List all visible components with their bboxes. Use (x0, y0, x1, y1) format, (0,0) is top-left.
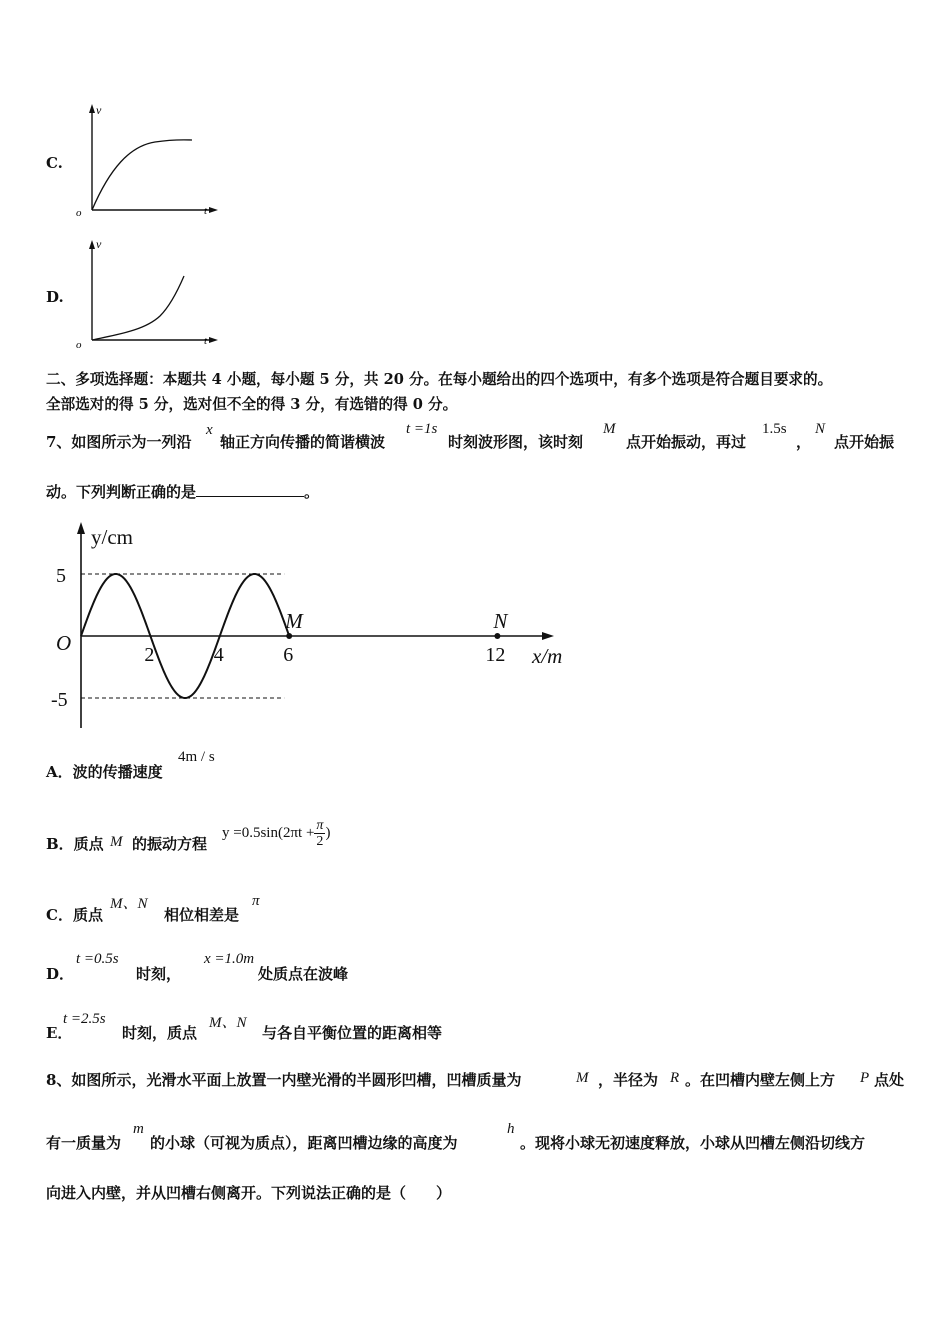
q7-var-x: x (206, 422, 213, 438)
point-label-M: M (285, 609, 303, 633)
q8-R: R (670, 1070, 680, 1086)
q7-option-b-2: 的振动方程 (132, 835, 208, 853)
c-t-label: t (204, 205, 208, 217)
q7-line1-a: 7、如图所示为一列沿 (46, 433, 192, 451)
y-tick-neg5: -5 (51, 689, 68, 711)
q7-option-c-2: 相位相差是 (164, 906, 240, 924)
q7-option-e-3: 与各自平衡位置的距离相等 (262, 1024, 443, 1042)
c-x-arrow (209, 207, 218, 213)
q8-line2-a: 有一质量为 (46, 1134, 122, 1152)
point-N (494, 633, 500, 639)
c-o-label: o (76, 207, 82, 219)
section2-line2: 全部选对的得 5 分，选对但不全的得 3 分，有选错的得 0 分。 (46, 396, 458, 413)
q8-line1-b: ，半径为 (598, 1071, 659, 1089)
q7-line1-d: 点开始振动，再过 (626, 433, 747, 451)
x-tick-6: 6 (283, 644, 294, 666)
q7-option-d: D． (46, 965, 75, 983)
q8-m: m (133, 1121, 144, 1137)
frac-den: 2 (316, 834, 324, 849)
q7-option-b-frac (314, 818, 325, 849)
q8-P: P (860, 1070, 870, 1086)
q7-line2-end: 。 (304, 483, 320, 501)
d-o-label: o (76, 339, 82, 350)
q7-option-a: A．波的传播速度 (46, 763, 163, 781)
q7-M: M (603, 421, 616, 437)
q7-N: N (815, 421, 826, 437)
q7-option-e-math: t =2.5s (63, 1011, 106, 1027)
q8-line1-d: 点处 (874, 1071, 905, 1089)
point-label-N: N (493, 609, 508, 633)
d-v-label: v (96, 237, 102, 251)
q7-option-c-math2: π (252, 893, 260, 909)
q7-option-d-2: 时刻， (136, 965, 182, 983)
q7-comma: ， (796, 433, 812, 451)
q8-line2-c: 。现将小球无初速度释放，小球从凹槽左侧沿切线方 (520, 1134, 866, 1152)
q7-line2-text: 动。下列判断正确的是 (46, 483, 197, 501)
y-axis-arrow (77, 522, 85, 534)
q7-option-d-math2: x =1.0m (204, 951, 255, 967)
option-d-graph (70, 234, 230, 350)
q7-option-a-math: 4m / s (178, 749, 215, 765)
q7-option-d-3: 处质点在波峰 (258, 965, 349, 983)
q8-line1-c: 。在凹槽内壁左侧上方 (685, 1071, 836, 1089)
q8-M: M (576, 1070, 589, 1086)
option-c-graph (70, 98, 230, 222)
wave-chart (48, 518, 578, 728)
answer-blank (196, 482, 304, 497)
x-axis-arrow (542, 632, 554, 640)
q7-option-c-math: M、N (110, 896, 148, 912)
q7-option-b-math: y =0.5sin(2πt + (222, 825, 315, 841)
q8-h: h (507, 1121, 515, 1137)
q7-option-e-2: 时刻，质点 (122, 1024, 198, 1042)
c-curve (92, 140, 192, 210)
q7-line1-c: 时刻波形图，该时刻 (448, 433, 584, 451)
d-y-arrow (89, 240, 95, 249)
q7-time: t =1s (406, 421, 438, 437)
q7-option-b: B．质点 (46, 835, 104, 853)
frac-num: π (316, 818, 324, 833)
origin-label: O (56, 631, 72, 655)
q7-option-b-equation (222, 818, 330, 849)
q8-line3: 向进入内壁，并从凹槽右侧离开。下列说法正确的是（ ） (46, 1184, 452, 1202)
y-axis-label: y/cm (91, 525, 133, 549)
option-c-label: C. (46, 154, 63, 172)
q7-line1-b: 轴正方向传播的简谐横波 (220, 433, 386, 451)
d-t-label: t (204, 335, 208, 347)
option-d-label: D. (46, 288, 64, 306)
q7-option-b-var: M (110, 834, 123, 850)
q7-option-b-close: ) (325, 825, 331, 841)
x-axis-label: x/m (532, 644, 563, 668)
x-tick-12: 12 (485, 644, 506, 666)
q7-dt: 1.5s (762, 421, 787, 437)
c-v-label: v (96, 103, 102, 117)
q8-line2-b: 的小球（可视为质点），距离凹槽边缘的高度为 (150, 1134, 458, 1152)
c-y-arrow (89, 104, 95, 113)
x-tick-2: 2 (144, 644, 155, 666)
q7-option-c: C．质点 (46, 906, 103, 924)
q7-option-d-math: t =0.5s (76, 951, 119, 967)
y-tick-5: 5 (56, 565, 66, 587)
d-x-arrow (209, 337, 218, 343)
x-tick-4: 4 (213, 644, 224, 666)
q7-line1-e: 点开始振 (834, 433, 895, 451)
q8-line1-a: 8、如图所示，光滑水平面上放置一内壁光滑的半圆形凹槽，凹槽质量为 (46, 1071, 522, 1089)
q7-option-e: E． (46, 1024, 73, 1042)
q7-line2 (46, 482, 319, 502)
q7-option-e-math2: M、N (209, 1015, 247, 1031)
point-M (286, 633, 292, 639)
section2-line1: 二、多项选择题：本题共 4 小题，每小题 5 分，共 20 分。在每小题给出的四个选项中，有多个选项是符合题目要求的。 (46, 371, 833, 388)
d-curve (92, 276, 184, 340)
